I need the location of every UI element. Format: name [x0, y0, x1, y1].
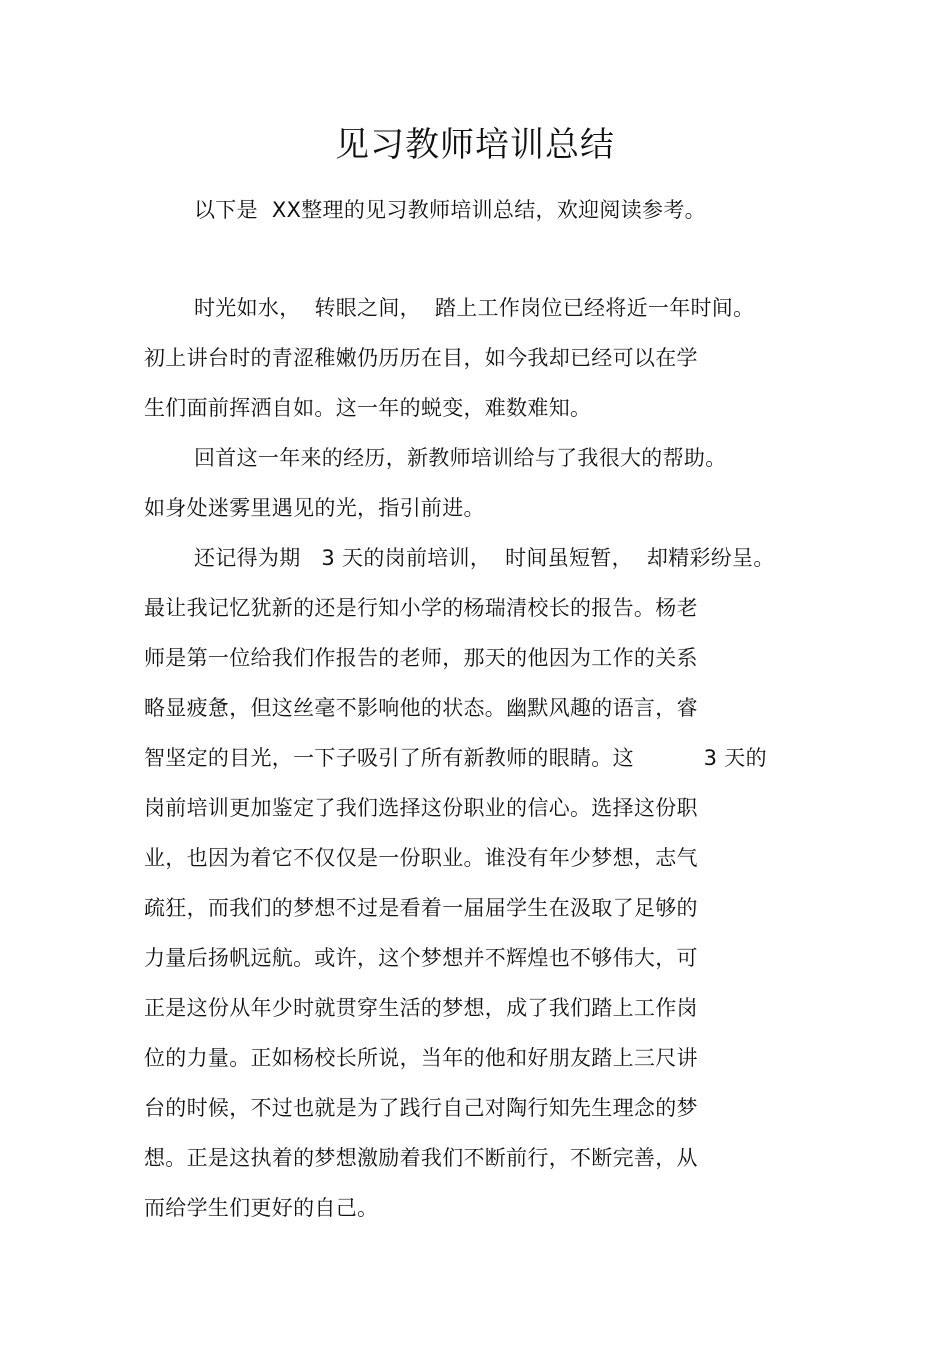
- paragraph-line: 时光如水， 转眼之间， 踏上工作岗位已经将近一年时间。: [194, 296, 755, 320]
- paragraph-line: 如身处迷雾里遇见的光，指引前进。: [144, 496, 485, 520]
- paragraph-line: 生们面前挥洒自如。这一年的蜕变，难数难知。: [144, 396, 592, 420]
- paragraph-line: 还记得为期 3 天的岗前培训， 时间虽短暂， 却精彩纷呈。: [194, 546, 775, 570]
- paragraph-line: 初上讲台时的青涩稚嫩仍历历在目，如今我却已经可以在学: [144, 346, 698, 370]
- document-title: 见习教师培训总结: [335, 125, 615, 165]
- paragraph-line: 而给学生们更好的自己。: [144, 1196, 379, 1220]
- paragraph-line: 想。正是这执着的梦想激励着我们不断前行，不断完善，从: [144, 1146, 698, 1170]
- intro-paragraph: 以下是 XX整理的见习教师培训总结，欢迎阅读参考。: [194, 198, 706, 222]
- paragraph-line: 位的力量。正如杨校长所说，当年的他和好朋友踏上三尺讲: [144, 1046, 698, 1070]
- paragraph-line: 业，也因为着它不仅仅是一份职业。谁没有年少梦想，志气: [144, 846, 698, 870]
- paragraph-line: 正是这份从年少时就贯穿生活的梦想，成了我们踏上工作岗: [144, 996, 698, 1020]
- paragraph-line: 回首这一年来的经历，新教师培训给与了我很大的帮助。: [194, 446, 727, 470]
- paragraph-line: 最让我记忆犹新的还是行知小学的杨瑞清校长的报告。杨老: [144, 596, 698, 620]
- paragraph-line: 力量后扬帆远航。或许，这个梦想并不辉煌也不够伟大，可: [144, 946, 698, 970]
- paragraph-line: 师是第一位给我们作报告的老师，那天的他因为工作的关系: [144, 646, 698, 670]
- paragraph-line: 智坚定的目光，一下子吸引了所有新教师的眼睛。这 3 天的: [144, 746, 767, 770]
- paragraph-line: 略显疲惫，但这丝毫不影响他的状态。幽默风趣的语言，睿: [144, 696, 698, 720]
- paragraph-line: 疏狂，而我们的梦想不过是看着一届届学生在汲取了足够的: [144, 896, 698, 920]
- paragraph-line: 台的时候，不过也就是为了践行自己对陶行知先生理念的梦: [144, 1096, 698, 1120]
- paragraph-line: 岗前培训更加鉴定了我们选择这份职业的信心。选择这份职: [144, 796, 698, 820]
